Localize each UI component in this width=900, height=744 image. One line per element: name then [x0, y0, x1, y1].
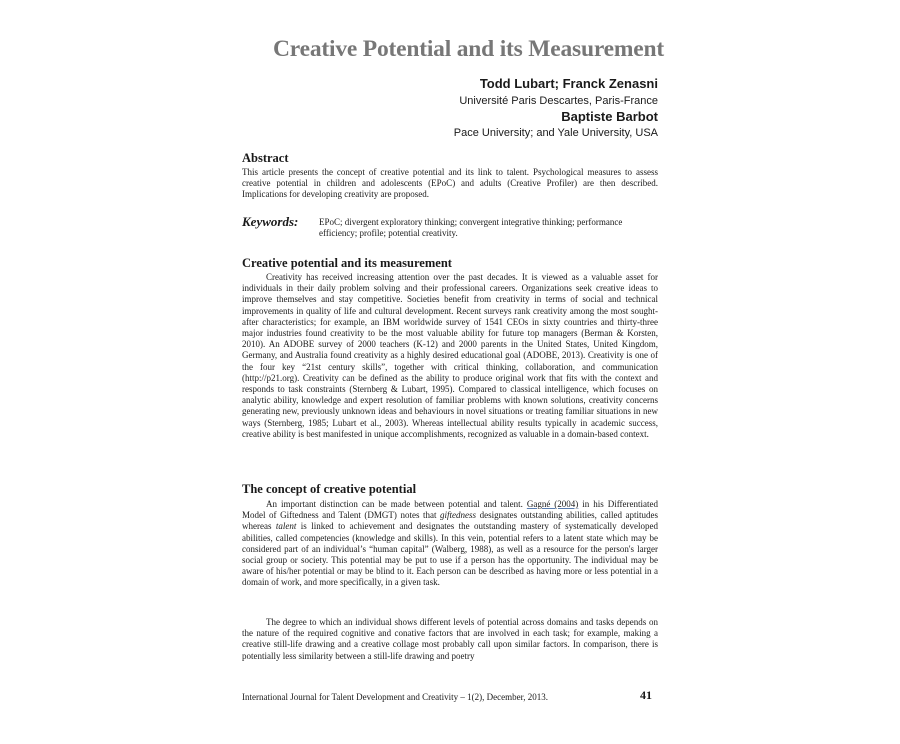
p1-emphasis-talent: talent [275, 521, 297, 532]
section-heading-concept: The concept of creative potential [242, 482, 417, 496]
p1-text-b: in his Differentiated Model of Giftedness and Talent (DMGT) notes that [242, 499, 659, 521]
paper-title: Creative Potential and its Measurement [273, 36, 664, 62]
author-affiliation-1: Université Paris Descartes, Paris-France [459, 95, 658, 107]
section2-paragraph-1 [242, 499, 658, 589]
p1-text-c: designates outstanding abilities, called aptitudes whereas [242, 510, 658, 532]
abstract-text: This article presents the concept of creative potential and its link to talent. Psychological measures to assess creative potential in children and adolescents (EPoC) and adults (Creative Profiler) are then described. Implications for developing creativity are proposed. [242, 167, 658, 200]
author-names-2: Baptiste Barbot [561, 109, 658, 124]
abstract-heading: Abstract [242, 151, 289, 165]
footer-citation: International Journal for Talent Development and Creativity – 1(2), December, 2013. [242, 692, 548, 702]
section1-paragraph: Creativity has received increasing attention over the past decades. It is viewed as a valuable asset for individuals in their daily problem solving and their professional careers. Organizations seek creative ideas to improve themselves and stay competitive. Societies benefit from creativity in terms of social and technical improvements in quality of life and cultural development. Recent surveys rank creativity among the most sought-after characteristics; for example, an IBM worldwide survey of 1541 CEOs in sixty countries and thirty-three major industries found creativity to be the most valuable ability for future top managers (Berman & Korsten, 2010). An ADOBE survey of 2000 teachers (K-12) and 2000 parents in the United States, United Kingdom, Germany, and Australia found creativity as a highly desired educational goal (ADOBE, 2013). Creativity is one of the four key “21st century skills”, together with critical thinking, collaboration, and communication (http://p21.org). Creativity can be defined as the ability to produce original work that fits with the context and responds to task constraints (Sternberg & Lubart, 1995). Compared to classical intelligence, which focuses on analytic ability, knowledge and expert resolution of familiar problems with known solutions, creativity concerns generating new, previously unknown ideas and behaviours in novel situations or treating familiar situations in new ways (Sternberg, 1985; Lubart et al., 2003). Whereas intellectual ability results typically in academic success, creative ability is best manifested in unique accomplishments, recognized as valuable in a domain-based context. [242, 272, 658, 439]
keywords-text: EPoC; divergent exploratory thinking; convergent integrative thinking; performance efficiency; profile; potential creativity. [319, 217, 623, 239]
p1-text-a: An important distinction can be made between potential and talent. [266, 499, 523, 509]
author-names-1: Todd Lubart; Franck Zenasni [479, 76, 658, 91]
p1-emphasis-giftedness: giftedness [440, 510, 477, 521]
section2-paragraph-2: The degree to which an individual shows different levels of potential across domains and tasks depends on the nature of the required cognitive and conative factors that are involved in each task; for example, making a creative still-life drawing and a creative collage most probably call upon similar factors. In comparison, there is potentially less similarity between a still-life drawing and poetry [242, 617, 658, 661]
keywords-label: Keywords: [242, 214, 299, 229]
author-affiliation-2: Pace University; and Yale University, USA [453, 127, 658, 139]
page-number: 41 [640, 688, 652, 702]
gagne-citation-link[interactable]: Gagné (2004) [526, 499, 579, 509]
section-heading-creative-potential: Creative potential and its measurement [242, 256, 452, 270]
p1-text-d: is linked to achievement and designates the outstanding mastery of systematically developed abilities, called competencies (knowledge and skills). In this vein, potential refers to a latent state which may be considered part of an individual’s “human capital” (Walberg, 1988), as well as a resource for the person's larger social group or society. This potential may be put to use if a person has the opportunity. The individual may be aware of his/her potential or may be blind to it. Each person can be described as having more or less potential in a domain of work, and more specifically, in a given task. [242, 521, 659, 588]
